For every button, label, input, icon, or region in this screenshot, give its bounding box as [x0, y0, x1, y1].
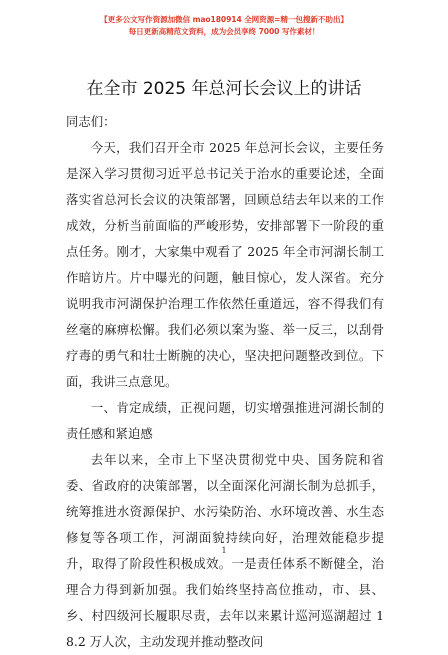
banner-line-2: 每日更新高精范文资料，成为会员享终 7000 写作素材！	[128, 27, 320, 36]
section-heading-1: 一、肯定成绩，正视问题，切实增强推进河湖长制的责任感和紧迫感	[66, 400, 384, 441]
paragraph-intro: 今天，我们召开全市 2025 年总河长会议，主要任务是深入学习贯彻习近平总书记关于治水的重要论述，全面落实省总河长会议的决策部署，回顾总结去年以来的工作成效，分析当前面临的严峻形势，安排部署下一阶段的重点任务。刚才，大家集中观看了 2025 年全市河湖长制工作暗访片。片中曝光的问题，触目惊心，发人深省。充分说明我市河湖保护治理工作依然任重道远，容不得我们有丝毫的麻痹松懈。我们必须以案为鉴、举一反三，以刮骨疗毒的勇气和壮士断腕的决心，坚决把问题整改到位。下面，我讲三点意见。	[66, 140, 384, 389]
document-title: 在全市 2025 年总河长会议上的讲话	[86, 79, 362, 99]
header-banner	[0, 14, 448, 38]
salutation: 同志们：	[66, 114, 116, 129]
page-number: 1	[221, 546, 227, 555]
document-body	[66, 109, 384, 655]
banner-line-1: 【更多公文写作资源加微信 mao180914 全网资源=精一包搜新不助出】	[100, 15, 348, 24]
paragraph-section-1: 去年以来，全市上下坚决贯彻党中央、国务院和省委、省政府的决策部署，以全面深化河湖长制为总抓手，统筹推进水资源保护、水污染防治、水环境改善、水生态修复等各项工作，河湖面貌持续向好，治理效能稳步提升，取得了阶段性积极成效。一是责任体系不断健全，治理合力得到新加强。我们始终坚持高位推动，市、县、乡、村四级河长履职尽责，去年以来累计巡河巡湖超过 18.2 万人次，主动发现并推动整改问	[66, 452, 384, 649]
